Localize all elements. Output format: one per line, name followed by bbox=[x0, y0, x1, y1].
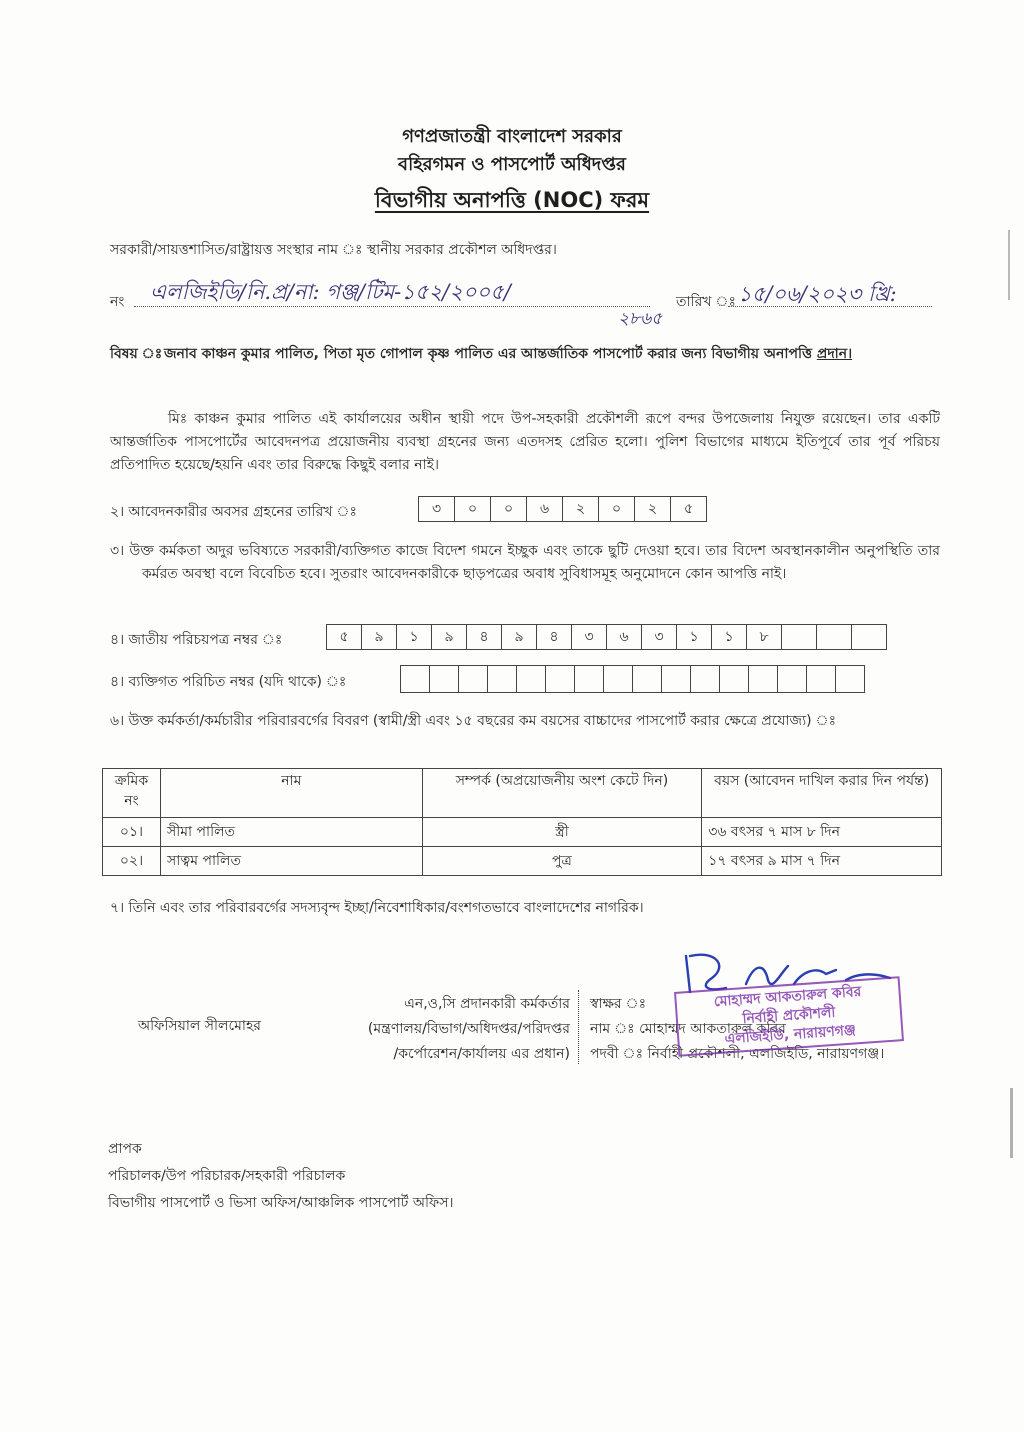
personal-id-digit-box bbox=[633, 665, 662, 693]
retirement-date-digit-box: ৫ bbox=[671, 496, 707, 522]
nid-digit-box: ১ bbox=[677, 624, 712, 650]
nid-digit-box: ৩ bbox=[642, 624, 677, 650]
personal-id-digit-box bbox=[836, 665, 865, 693]
ref-no-label: নং bbox=[110, 294, 125, 310]
retirement-date-label: ২। আবেদনকারীর অবসর গ্রহনের তারিখ ঃ bbox=[110, 504, 357, 520]
authority-line3: /কর্পোরেশন/কার্যালয় এর প্রধান) bbox=[393, 1046, 570, 1062]
retirement-date-boxes bbox=[418, 496, 707, 522]
col-relation: সম্পর্ক (অপ্রয়োজনীয় অংশ কেটে দিন) bbox=[422, 769, 702, 818]
nid-digit-box: ৩ bbox=[572, 624, 607, 650]
nid-digit-box: ৫ bbox=[326, 624, 362, 650]
stamp-line1: মোহাম্মদ আকতারুল কবির bbox=[713, 983, 862, 1011]
personal-id-digit-box bbox=[778, 665, 807, 693]
item3-paragraph: ৩। উক্ত কর্মকতা অদুর ভবিষ্যতে সরকারী/ব্যক্তিগত কাজে বিদেশ গমনে ইচ্ছুক এবং তাকে ছুটি দেওয়া হবে। তার বিদেশ অবস্থানকালীন অনুপস্থিতি তার কর্মরত অবস্থা বলে বিবেচিত হবে। সুতরাং আবেদনকারীকে ছাড়পত্রের অবাধ সুবিধাসমূহ অনুমোদনে কোন আপত্তি নাই। bbox=[110, 543, 940, 582]
personal-id-digit-box bbox=[720, 665, 749, 693]
sign-label: স্বাক্ষর ঃ bbox=[590, 996, 647, 1012]
retirement-date-digit-box: ২ bbox=[563, 496, 599, 522]
row2-name: সাত্বম পালিত bbox=[160, 847, 422, 876]
retirement-date-digit-box: ০ bbox=[599, 496, 635, 522]
row2-age: ১৭ বৎসর ৯ মাস ৭ দিন bbox=[702, 847, 942, 876]
nid-digit-box bbox=[817, 624, 852, 650]
subject-main: জনাব কাঞ্চন কুমার পালিত, পিতা মৃত গোপাল কৃষ্ণ পালিত এর আন্তর্জাতিক পাসপোর্ট করার জন্য বিভাগীয় অনাপত্তি bbox=[164, 346, 812, 362]
nid-digit-box bbox=[852, 624, 887, 650]
nid-digit-box: ৬ bbox=[607, 624, 642, 650]
body-paragraph: মিঃ কাঞ্চন কুমার পালিত এই কার্যালয়ের অধীন স্থায়ী পদে উপ-সহকারী প্রকৌশলী রূপে বন্দর উপজেলায় নিযুক্ত রয়েছেন। তার একটি আন্তর্জাতিক পাসপোর্টের আবেদনপত্র প্রয়োজনীয় ব্যবস্থা গ্রহনের জন্য এতদসহ প্রেরিত হলো। পুলিশ বিভাগের মাধ্যমে ইতিপূর্বে তার পূর্ব পরিচয় প্রতিপাদিত হয়েছে/হয়নি এবং তার বিরুদ্ধে কিছুই বলার নাই। bbox=[110, 411, 940, 473]
signer-name: নাম ঃ মোহাম্মদ আকতারুল কবির bbox=[590, 1021, 786, 1037]
scan-edge-mark bbox=[1010, 1088, 1013, 1158]
org-name-line: সরকারী/সায়ত্তশাসিত/রাষ্ট্রায়ত্ত সংস্থার নাম ঃ স্থানীয় সরকার প্রকৌশল অধিদপ্তর। bbox=[110, 242, 557, 258]
form-title bbox=[0, 184, 1024, 219]
form-title-text: বিভাগীয় অনাপত্তি (NOC) ফরম bbox=[374, 188, 650, 212]
nid-digit-box: ৮ bbox=[747, 624, 782, 650]
nid-digit-box: ৯ bbox=[502, 624, 537, 650]
header-department: বহিরগমন ও পাসপোর্ট অধিদপ্তর bbox=[398, 154, 626, 175]
stamp-line2: নির্বাহী প্রকৌশলী bbox=[741, 1004, 836, 1028]
scan-edge-mark bbox=[1008, 230, 1010, 300]
personal-id-digit-box bbox=[604, 665, 633, 693]
item7-citizenship: ৭। তিনি এবং তার পরিবারবর্গের সদস্যবৃন্দ ইচ্ছা/নিবেশাধিকার/বংশগতভাবে বাংলাদেশের নাগরিক। bbox=[110, 900, 644, 916]
personal-id-digit-box bbox=[749, 665, 778, 693]
nid-label: ৪। জাতীয় পরিচয়পত্র নম্বর ঃ bbox=[110, 632, 283, 648]
row1-name: সীমা পালিত bbox=[160, 818, 422, 847]
retirement-date-digit-box: ৬ bbox=[527, 496, 563, 522]
authority-label bbox=[300, 992, 570, 1067]
row2-serial: ০২। bbox=[103, 847, 161, 876]
official-seal-label: অফিসিয়াল সীলমোহর bbox=[138, 1018, 262, 1034]
personal-id-boxes bbox=[400, 665, 865, 693]
personal-id-digit-box bbox=[807, 665, 836, 693]
retirement-date-digit-box: ২ bbox=[635, 496, 671, 522]
nid-digit-box: ১ bbox=[712, 624, 747, 650]
nid-digit-box bbox=[782, 624, 817, 650]
family-table bbox=[102, 768, 942, 876]
nid-digit-box: ৪ bbox=[467, 624, 502, 650]
personal-id-label: ৪। ব্যক্তিগত পরিচিত নম্বর (যদি থাকে) ঃ bbox=[110, 674, 347, 690]
nid-boxes bbox=[326, 624, 887, 650]
recipient-office: বিভাগীয় পাসপোর্ট ও ভিসা অফিস/আঞ্চলিক পাসপোর্ট অফিস। bbox=[108, 1195, 454, 1211]
row1-age: ৩৬ বৎসর ৭ মাস ৮ দিন bbox=[702, 818, 942, 847]
col-age: বয়স (আবেদন দাখিল করার দিন পর্যন্ত) bbox=[702, 769, 942, 818]
personal-id-digit-box bbox=[691, 665, 720, 693]
table-row bbox=[103, 818, 942, 847]
personal-id-digit-box bbox=[459, 665, 488, 693]
row1-relation: স্ত্রী bbox=[422, 818, 702, 847]
stamp-line3: এলজিইডি, নারায়ণগঞ্জ bbox=[724, 1022, 857, 1048]
signer-designation: পদবী ঃ নির্বাহী প্রকৌশলী, এলজিইডি, নারায়ণগঞ্জ। bbox=[590, 1046, 885, 1062]
row1-serial: ০১। bbox=[103, 818, 161, 847]
ref-no-handwritten: এলজিইডি/নি.প্র/না: গঞ্জ/টিম-১৫২/২০০৫/ bbox=[150, 280, 511, 304]
row2-relation: পুত্র bbox=[422, 847, 702, 876]
personal-id-digit-box bbox=[662, 665, 691, 693]
personal-id-digit-box bbox=[488, 665, 517, 693]
subject-text bbox=[164, 343, 940, 366]
signature-divider bbox=[578, 990, 579, 1064]
personal-id-digit-box bbox=[517, 665, 546, 693]
subject-underlined: প্রদান। bbox=[816, 346, 853, 362]
nid-digit-box: ৯ bbox=[362, 624, 397, 650]
personal-id-digit-box bbox=[430, 665, 459, 693]
family-table-header bbox=[103, 769, 942, 818]
personal-id-digit-box bbox=[546, 665, 575, 693]
col-name: নাম bbox=[160, 769, 422, 818]
date-handwritten: ১৫/০৬/২০২৩ খ্রি: bbox=[738, 282, 897, 306]
retirement-date-digit-box: ৩ bbox=[418, 496, 455, 522]
header-government: গণপ্রজাতন্ত্রী বাংলাদেশ সরকার bbox=[402, 126, 622, 147]
personal-id-digit-box bbox=[575, 665, 604, 693]
authority-line1: এন,ও,সি প্রদানকারী কর্মকর্তার bbox=[404, 996, 570, 1012]
nid-digit-box: ৯ bbox=[432, 624, 467, 650]
col-serial: ক্রমিক নং bbox=[103, 769, 161, 818]
ref-no-handwritten-line2: ২৮৬৫ bbox=[618, 309, 663, 329]
date-label: তারিখ ঃ bbox=[676, 294, 736, 310]
subject-label: বিষয় ঃ bbox=[110, 346, 163, 362]
retirement-date-digit-box: ০ bbox=[491, 496, 527, 522]
authority-line2: (মন্ত্রণালয়/বিভাগ/অধিদপ্তর/পরিদপ্তর bbox=[367, 1021, 570, 1037]
recipient-block bbox=[108, 1136, 453, 1217]
retirement-date-digit-box: ০ bbox=[455, 496, 491, 522]
recipient-designation: পরিচালক/উপ পরিচারক/সহকারী পরিচালক bbox=[108, 1168, 346, 1184]
table-row bbox=[103, 847, 942, 876]
nid-digit-box: ৪ bbox=[537, 624, 572, 650]
nid-digit-box: ১ bbox=[397, 624, 432, 650]
recipient-heading: প্রাপক bbox=[108, 1141, 142, 1157]
personal-id-digit-box bbox=[400, 665, 430, 693]
item6-paragraph: ৬। উক্ত কর্মকর্তা/কর্মচারীর পরিবারবর্গের বিবরণ (স্বামী/স্ত্রী এবং ১৫ বছরের কম বয়সের বাচ্চাদের পাসপোর্ট করার ক্ষেত্রে প্রযোজ্য) ঃ bbox=[110, 713, 837, 729]
